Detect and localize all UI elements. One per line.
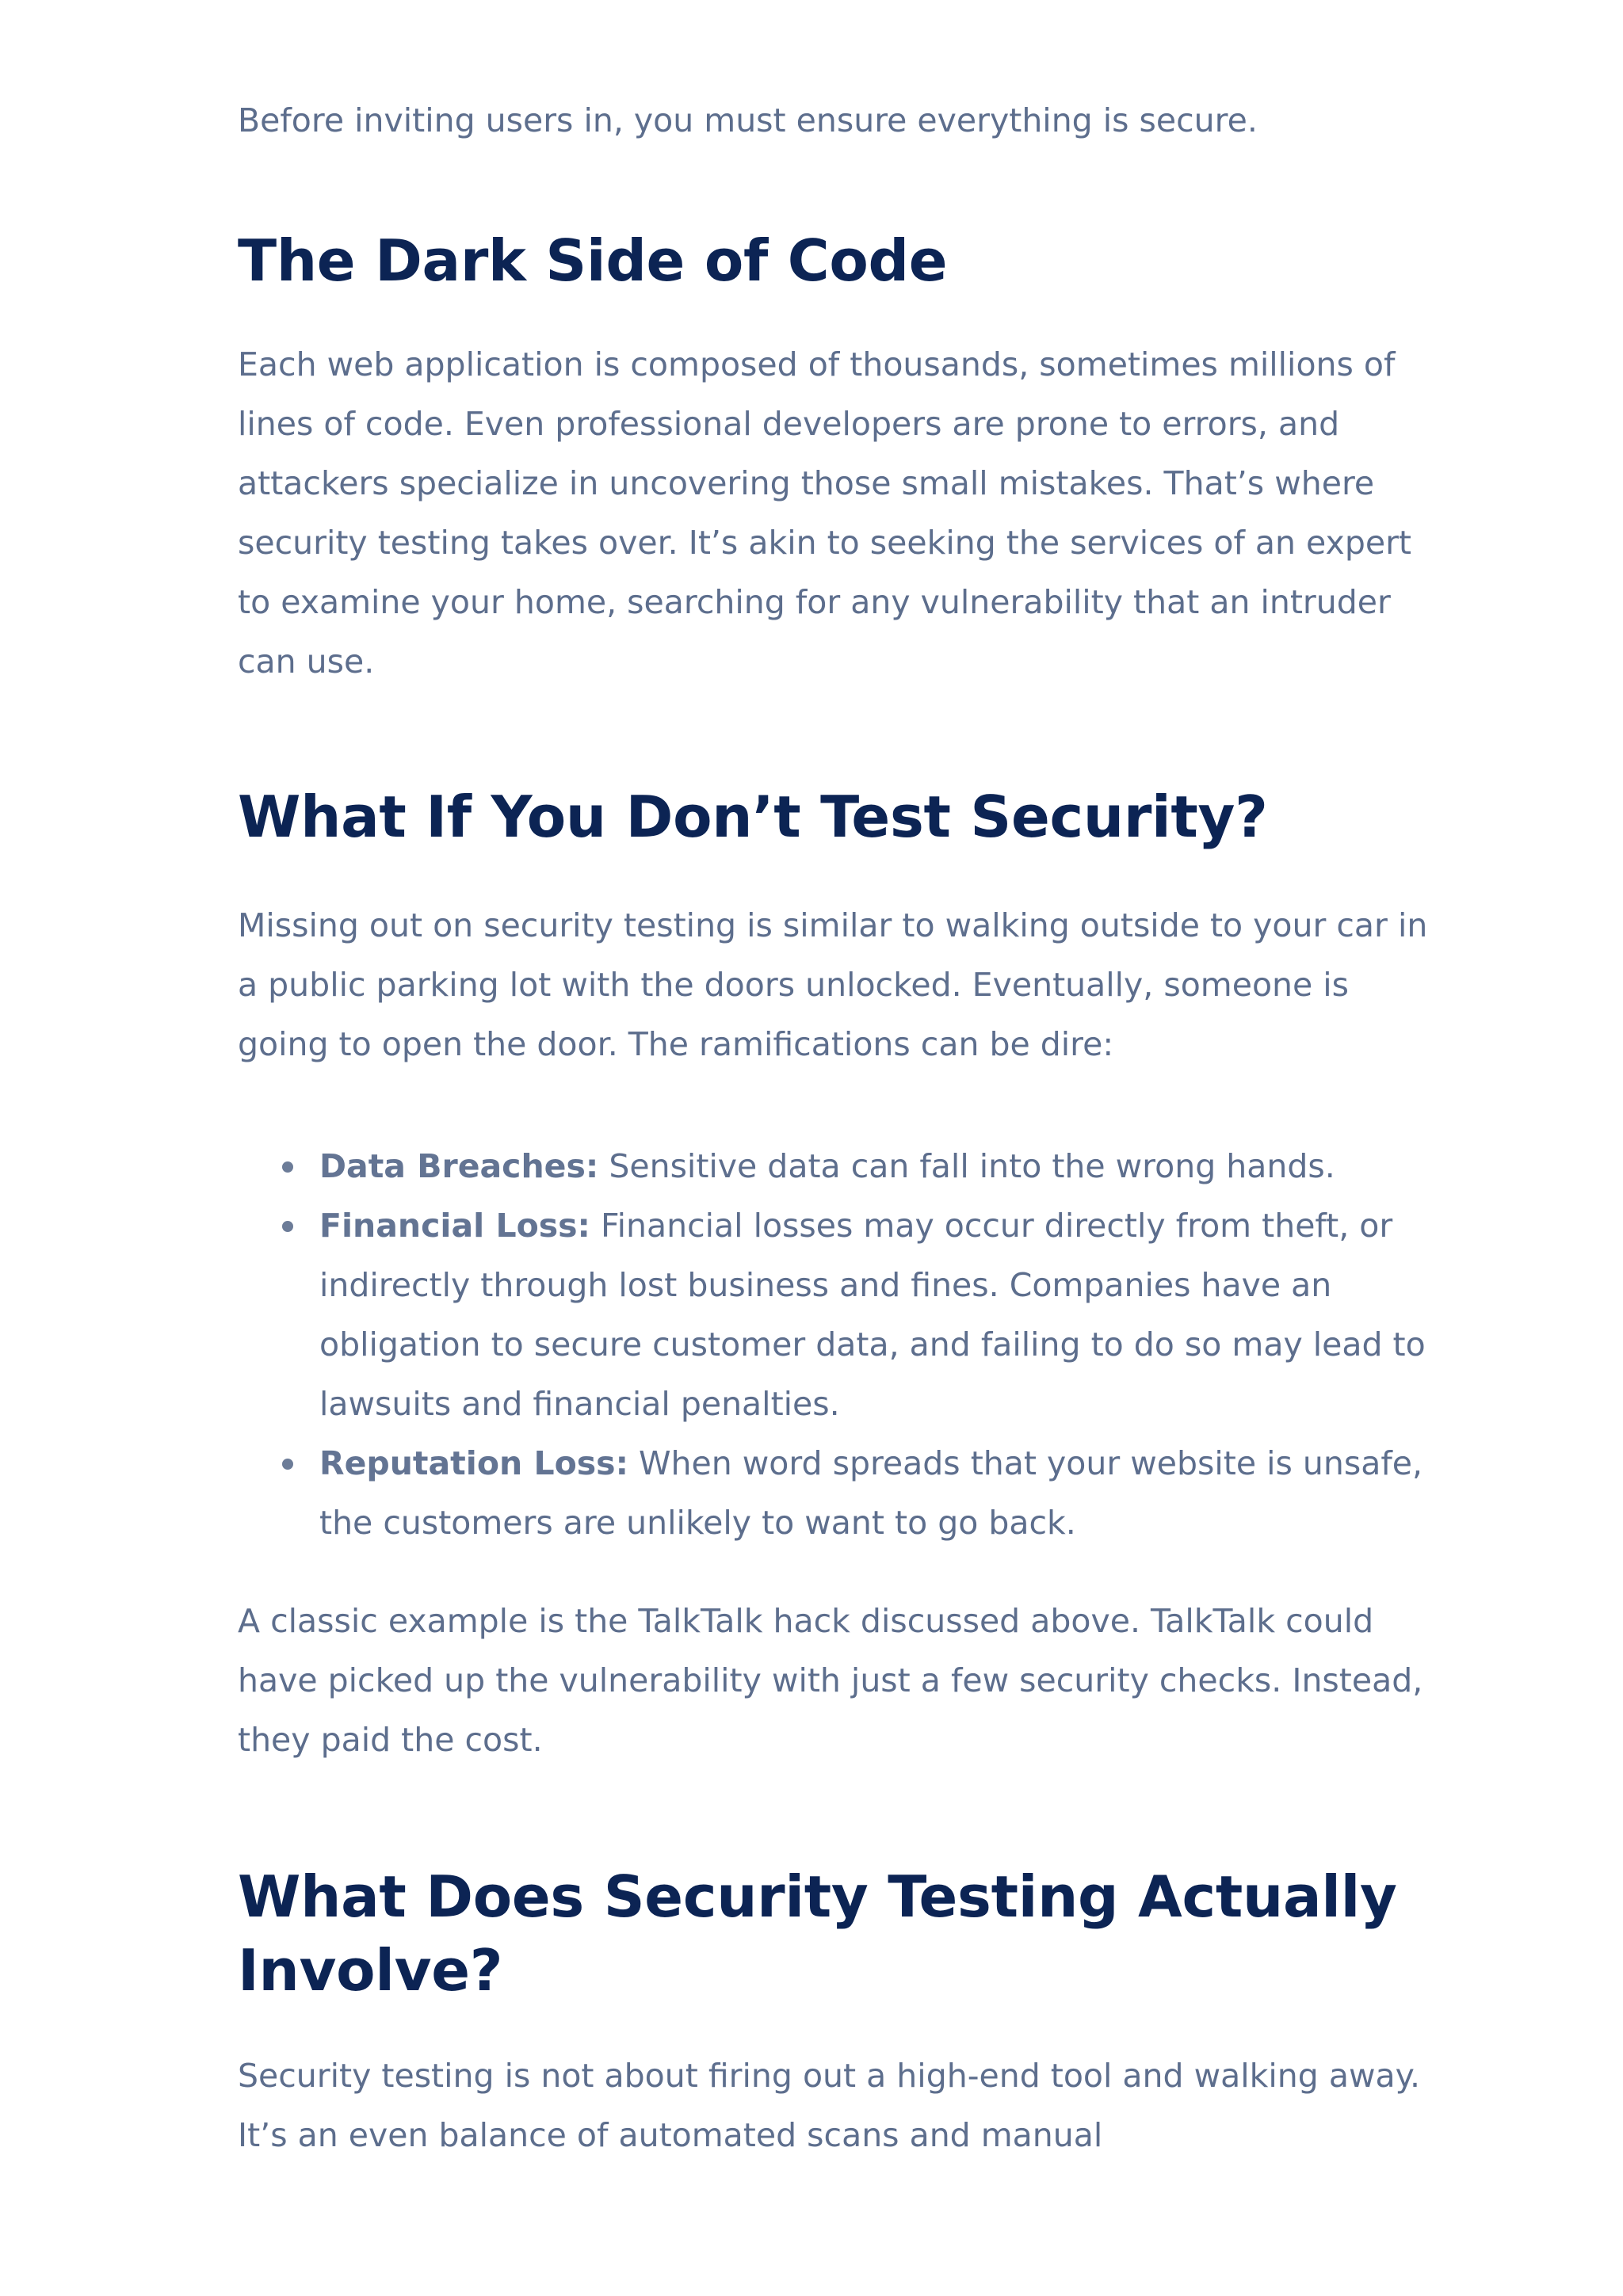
list-item-data-breaches — [238, 1137, 1442, 1196]
consequences-list — [238, 1137, 1442, 1553]
heading-dark-side-of-code: The Dark Side of Code — [238, 227, 948, 294]
list-item-text: Sensitive data can fall into the wrong hands. — [598, 1147, 1335, 1185]
list-item-term: Data Breaches: — [319, 1147, 599, 1185]
list-item-term: Financial Loss: — [319, 1207, 590, 1245]
bullet-dot-icon — [282, 1459, 293, 1470]
list-item-text: When word spreads that your website is unsafe, the customers are unlikely to want to go back. — [319, 1444, 1423, 1542]
intro-paragraph: Before inviting users in, you must ensure everything is secure. — [238, 101, 1258, 139]
list-item-text: Financial losses may occur directly from theft, or indirectly through lost business and fines. Companies have an obligation to secure customer data, and failing to do so may lead to lawsuits and financial penalties. — [319, 1207, 1426, 1423]
paragraph-what-testing-involves: Security testing is not about firing out a high-end tool and walking away. It’s an even balance of automated scans and manual — [238, 2057, 1421, 2154]
article-body — [238, 0, 1442, 2165]
paragraph-talktalk-example: A classic example is the TalkTalk hack discussed above. TalkTalk could have picked up the vulnerability with just a few security checks. Instead, they paid the cost. — [238, 1602, 1423, 1759]
heading-what-if-no-testing: What If You Don’t Test Security? — [238, 784, 1268, 850]
list-item-term: Reputation Loss: — [319, 1444, 628, 1482]
paragraph-what-if-no-testing: Missing out on security testing is similar to walking outside to your car in a public parking lot with the doors unlocked. Eventually, someone is going to open the door. The ramifications can be dire: — [238, 906, 1428, 1063]
bullet-dot-icon — [282, 1221, 293, 1232]
list-item-reputation-loss — [238, 1434, 1442, 1553]
bullet-dot-icon — [282, 1161, 293, 1173]
heading-what-testing-involves: What Does Security Testing Actually Involve? — [238, 1863, 1397, 2004]
list-item-financial-loss — [238, 1196, 1442, 1434]
paragraph-dark-side-of-code: Each web application is composed of thousands, sometimes millions of lines of code. Even professional developers are prone to errors, and attackers specialize in uncovering those small mistakes. That’s where security testing takes over. It’s akin to seeking the services of an expert to examine your home, searching for any vulnerability that an intruder can use. — [238, 345, 1412, 681]
